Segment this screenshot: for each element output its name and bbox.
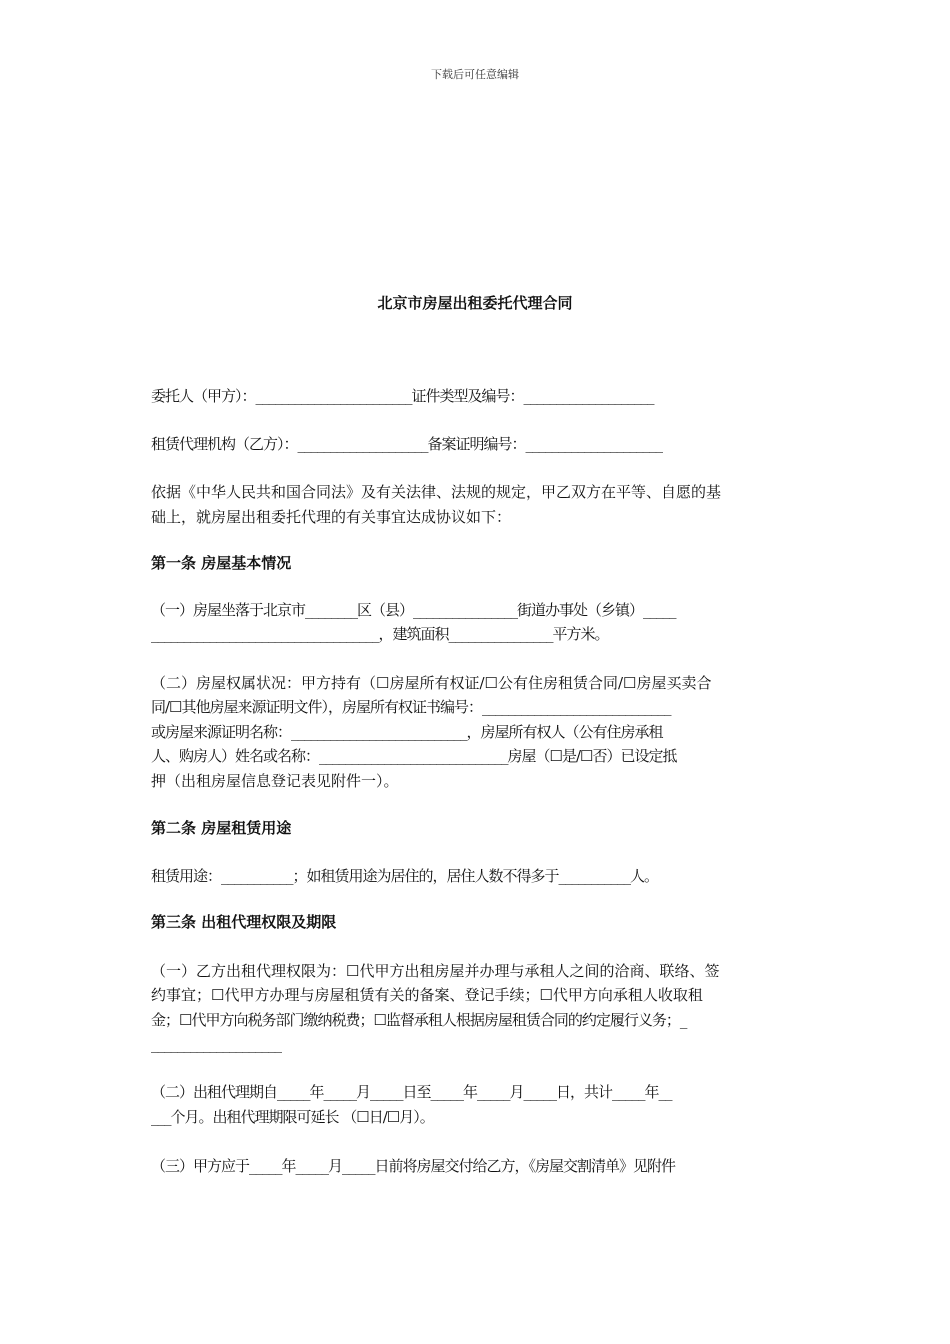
clause-3-3-line-1: （三）甲方应于_____年_____月_____日前将房屋交付给乙方，《房屋交割清单》见附件 (151, 1157, 676, 1175)
clause-3-1-line-3: 金；☐代甲方向税务部门缴纳税费；☐监督承租人根据房屋租赁合同的约定履行义务；_ (151, 1011, 687, 1029)
clause-3-2-line-2: ___个月。出租代理期限可延长 （☐日/☐月）。 (151, 1108, 434, 1126)
clause-1-1-line-2: ___________________________________，建筑面积________________平方米。 (151, 625, 609, 643)
clause-1-2-line-3: 或房屋来源证明名称：___________________________，房屋所有权人（公有住房承租 (151, 723, 663, 741)
clause-3-1-line-1: （一）乙方出租代理权限为：☐代甲方出租房屋并办理与承租人之间的洽商、联络、签 (151, 962, 720, 980)
party-b-line: 租赁代理机构（乙方）：____________________备案证明编号：_____________________ (151, 435, 663, 453)
clause-1-2-line-2: 同/☐其他房屋来源证明文件），房屋所有权证书编号：_____________________________ (151, 698, 671, 716)
clause-1-2-line-4: 人、购房人）姓名或名称：_____________________________房屋（☐是/☐否）已设定抵 (151, 747, 677, 765)
article-1-heading: 第一条 房屋基本情况 (151, 554, 292, 572)
preamble-line-1: 依据《中华人民共和国合同法》及有关法律、法规的规定，甲乙双方在平等、自愿的基 (151, 483, 722, 501)
article-2-heading: 第二条 房屋租赁用途 (151, 819, 292, 837)
clause-3-1-line-2: 约事宜；☐代甲方办理与房屋租赁有关的备案、登记手续；☐代甲方向承租人收取租 (151, 986, 703, 1004)
usage-line: 租赁用途：___________；如租赁用途为居住的，居住人数不得多于___________人。 (151, 867, 659, 885)
preamble-line-2: 础上，就房屋出租委托代理的有关事宜达成协议如下： (151, 508, 512, 526)
article-3-heading: 第三条 出租代理权限及期限 (151, 913, 337, 931)
clause-1-1-line-1: （一）房屋坐落于北京市________区（县）________________街道办事处（乡镇）_____ (151, 601, 676, 619)
clause-1-2-line-5: 押（出租房屋信息登记表见附件一）。 (151, 772, 399, 790)
clause-3-1-line-4: ____________________ (151, 1035, 281, 1053)
page-header-note: 下载后可任意编辑 (431, 68, 519, 81)
clause-3-2-line-1: （二）出租代理期自_____年_____月_____日至_____年_____月_____日，共计_____年__ (151, 1083, 672, 1101)
clause-1-2-line-1: （二）房屋权属状况：甲方持有（☐房屋所有权证/☐公有住房租赁合同/☐房屋买卖合 (151, 674, 712, 692)
party-a-line: 委托人（甲方）：________________________证件类型及编号：____________________ (151, 387, 654, 405)
contract-title: 北京市房屋出租委托代理合同 (377, 294, 573, 312)
